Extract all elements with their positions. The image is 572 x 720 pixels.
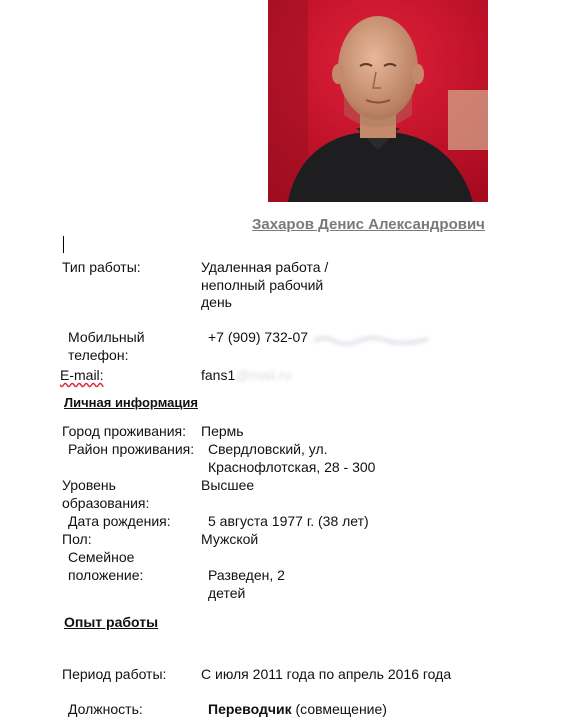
person-photo-icon xyxy=(268,0,488,202)
work-type-value-line2: неполный рабочий xyxy=(201,277,324,293)
work-type-label: Тип работы: xyxy=(62,259,141,275)
email-value xyxy=(201,367,291,383)
education-label-line2: образования: xyxy=(62,495,150,511)
redaction-mobile xyxy=(312,331,452,347)
work-period-label: Период работы: xyxy=(62,666,167,682)
email-value-visible: fans1 xyxy=(201,367,236,383)
position-note: (совмещение) xyxy=(291,701,387,717)
education-value: Высшее xyxy=(201,477,255,493)
gender-label: Пол: xyxy=(62,531,92,547)
position-value xyxy=(208,701,387,717)
person-name: Захаров Денис Александрович xyxy=(252,216,485,233)
marital-label-line2: положение: xyxy=(68,567,144,583)
profile-photo xyxy=(268,0,488,202)
mobile-label-line2: телефон: xyxy=(68,347,129,363)
position-label: Должность: xyxy=(68,701,143,717)
district-label: Район проживания: xyxy=(68,441,195,457)
marital-value-line2: детей xyxy=(208,585,246,601)
work-type-value-line1: Удаленная работа / xyxy=(201,259,329,275)
gender-value: Мужской xyxy=(201,531,259,547)
work-type-value-line3: день xyxy=(201,294,232,310)
birth-date-value: 5 августа 1977 г. (38 лет) xyxy=(208,513,369,529)
email-label xyxy=(60,367,104,383)
email-value-tail: @mail.ru xyxy=(235,367,292,383)
personal-info-heading: Личная информация xyxy=(64,395,198,410)
mobile-label-line1: Мобильный xyxy=(68,329,145,345)
marital-value-line1: Разведен, 2 xyxy=(208,567,285,583)
district-value-line2: Краснофлотская, 28 - 300 xyxy=(208,459,376,475)
district-value-line1: Свердловский, ул. xyxy=(208,441,328,457)
work-period-value: С июля 2011 года по апрель 2016 года xyxy=(201,666,452,682)
birth-date-label: Дата рождения: xyxy=(68,513,171,529)
mobile-value: +7 (909) 732-07 xyxy=(208,329,309,345)
marital-label-line1: Семейное xyxy=(68,549,135,565)
city-value: Пермь xyxy=(201,423,244,439)
experience-heading: Опыт работы xyxy=(64,614,159,630)
city-label: Город проживания: xyxy=(62,423,187,439)
email-label-text: E-mail: xyxy=(60,367,104,383)
position-title: Переводчик xyxy=(208,701,292,717)
education-label-line1: Уровень xyxy=(62,477,116,493)
text-cursor xyxy=(63,236,64,253)
